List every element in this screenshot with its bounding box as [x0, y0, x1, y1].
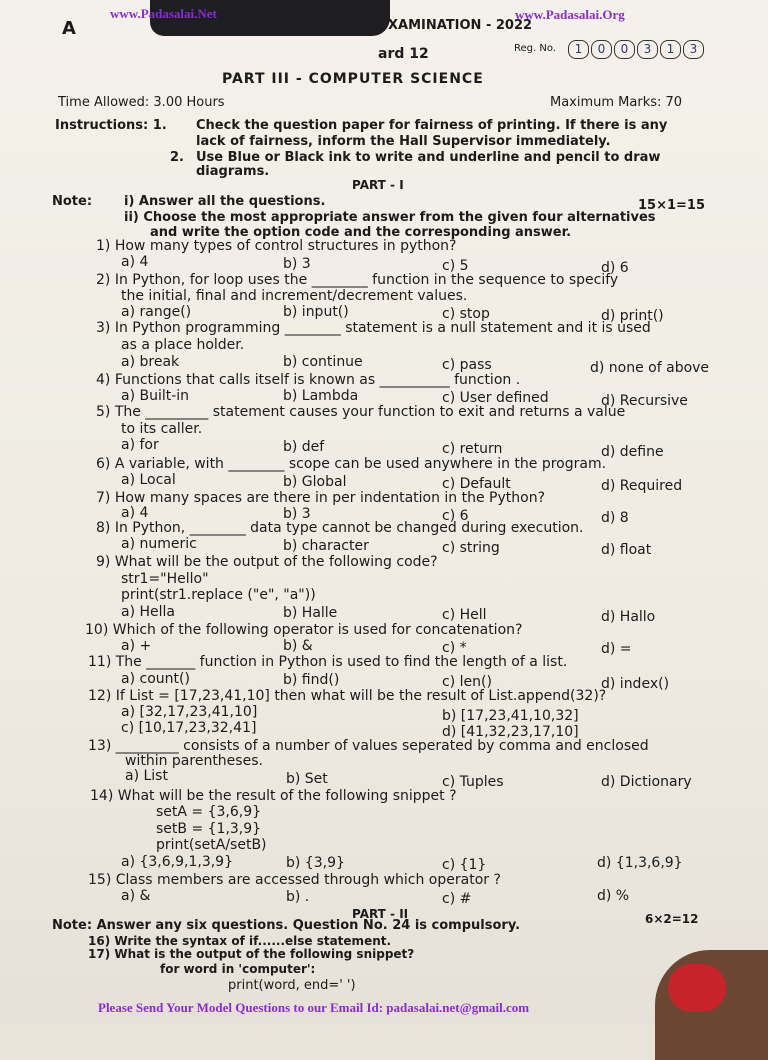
- fingernail: [668, 964, 726, 1012]
- question-11: 11) The _______ function in Python is used to find the length of a list.: [88, 654, 568, 670]
- q9-code-line-2: print(str1.replace ("e", "a")): [121, 587, 316, 603]
- question-14: 14) What will be the result of the following snippet ?: [90, 788, 457, 804]
- instruction-1b: lack of fairness, inform the Hall Supervisor immediately.: [196, 134, 611, 149]
- q9-option-a: a) Hella: [121, 604, 175, 620]
- question-15: 15) Class members are accessed through which operator ?: [88, 872, 501, 888]
- part2-marks: 6×2=12: [645, 912, 699, 926]
- question-6: 6) A variable, with ________ scope can be used anywhere in the program.: [96, 456, 607, 472]
- board-label: ard 12: [378, 46, 429, 62]
- series-letter: A: [62, 18, 76, 39]
- question-8: 8) In Python, ________ data type cannot be changed during execution.: [96, 520, 584, 536]
- q9-option-c: c) Hell: [442, 607, 487, 623]
- part1-title: PART - I: [352, 178, 404, 192]
- q4-option-a: a) Built-in: [121, 388, 190, 404]
- q14-code-line-1: setA = {3,6,9}: [156, 804, 262, 820]
- q3-option-a: a) break: [121, 354, 180, 370]
- q1-option-d: d) 6: [601, 260, 629, 276]
- q2-option-a: a) range(): [121, 304, 192, 320]
- q8-option-a: a) numeric: [121, 536, 197, 552]
- reg-digit: 1: [568, 40, 589, 59]
- instructions-label: Instructions: 1.: [55, 118, 167, 133]
- q2-option-d: d) print(): [601, 308, 664, 324]
- q7-option-b: b) 3: [283, 506, 311, 522]
- reg-label: Reg. No.: [514, 43, 556, 54]
- question-2: 2) In Python, for loop uses the ________ function in the sequence to specify: [96, 272, 619, 288]
- q11-option-d: d) index(): [601, 676, 670, 692]
- question-5-cont: to its caller.: [121, 421, 203, 437]
- q14-code-line-2: setB = {1,3,9}: [156, 821, 262, 837]
- q5-option-b: b) def: [283, 439, 325, 455]
- q11-option-b: b) find(): [283, 672, 340, 688]
- q8-option-c: c) string: [442, 540, 500, 556]
- q13-option-a: a) List: [125, 768, 168, 784]
- instruction-2a: Use Blue or Black ink to write and underline and pencil to draw: [196, 150, 661, 165]
- q14-option-d: d) {1,3,6,9}: [597, 855, 683, 871]
- q14-option-a: a) {3,6,9,1,3,9}: [121, 854, 233, 870]
- part2-note: Note: Answer any six questions. Question No. 24 is compulsory.: [52, 918, 521, 933]
- q8-option-d: d) float: [601, 542, 652, 558]
- instruction-1a: Check the question paper for fairness of printing. If there is any: [196, 118, 668, 133]
- q3-option-b: b) continue: [283, 354, 363, 370]
- q11-option-c: c) len(): [442, 674, 492, 690]
- question-5: 5) The _________ statement causes your function to exit and returns a value: [96, 404, 626, 420]
- paper-title: PART III - COMPUTER SCIENCE: [222, 71, 484, 87]
- question-7: 7) How many spaces are there in per indentation in the Python?: [96, 490, 546, 506]
- q14-option-c: c) {1}: [442, 857, 487, 873]
- q6-option-c: c) Default: [442, 476, 511, 492]
- q6-option-a: a) Local: [121, 472, 176, 488]
- q4-option-d: d) Recursive: [601, 393, 688, 409]
- q17-code-line-2: print(word, end=' '): [228, 978, 356, 993]
- q15-option-c: c) #: [442, 891, 472, 907]
- instruction-2-num: 2.: [170, 150, 184, 165]
- q5-option-a: a) for: [121, 437, 159, 453]
- time-allowed: Time Allowed: 3.00 Hours: [58, 95, 225, 110]
- q9-option-d: d) Hallo: [601, 609, 656, 625]
- part2-title: PART - II: [352, 907, 409, 921]
- reg-digit: 1: [660, 40, 681, 59]
- reg-digit: 3: [637, 40, 658, 59]
- q2-option-c: c) stop: [442, 306, 490, 322]
- question-2-cont: the initial, final and increment/decrement values.: [121, 288, 468, 304]
- instruction-2b: diagrams.: [196, 164, 270, 179]
- q12-option-d: d) [41,32,23,17,10]: [442, 724, 579, 740]
- q12-option-b: b) [17,23,41,10,32]: [442, 708, 579, 724]
- q15-option-a: a) &: [121, 888, 151, 904]
- watermark-left: www.Padasalai.Net: [110, 6, 217, 21]
- question-12: 12) If List = [17,23,41,10] then what will be the result of List.append(32)?: [88, 688, 607, 704]
- exam-title: XAMINATION - 2022: [388, 18, 533, 33]
- q8-option-b: b) character: [283, 538, 369, 554]
- q4-option-b: b) Lambda: [283, 388, 359, 404]
- watermark-right: www.Padasalai.Org: [515, 7, 625, 22]
- q12-option-c: c) [10,17,23,32,41]: [121, 720, 257, 736]
- q13-option-c: c) Tuples: [442, 774, 504, 790]
- q15-option-b: b) .: [286, 889, 310, 905]
- question-13: 13) _________ consists of a number of values seperated by comma and enclosed: [88, 738, 649, 754]
- q4-option-c: c) User defined: [442, 390, 549, 406]
- question-16: 16) Write the syntax of if......else statement.: [88, 934, 392, 948]
- part1-marks: 15×1=15: [638, 198, 706, 213]
- reg-digit: 0: [591, 40, 612, 59]
- q5-option-c: c) return: [442, 441, 503, 457]
- q14-code-line-3: print(setA/setB): [156, 837, 267, 853]
- q3-option-c: c) pass: [442, 357, 492, 373]
- q9-code-line-1: str1="Hello": [121, 571, 209, 587]
- q15-option-d: d) %: [597, 888, 630, 904]
- q10-option-c: c) *: [442, 640, 467, 656]
- part1-note-1: i) Answer all the questions.: [124, 194, 326, 209]
- q9-option-b: b) Halle: [283, 605, 338, 621]
- part1-note-2a: ii) Choose the most appropriate answer from the given four alternatives: [124, 210, 656, 225]
- q11-option-a: a) count(): [121, 671, 190, 687]
- q17-code-line-1: for word in 'computer':: [160, 962, 316, 976]
- part1-note-label: Note:: [52, 194, 93, 209]
- q7-option-c: c) 6: [442, 508, 469, 524]
- q13-option-d: d) Dictionary: [601, 774, 692, 790]
- q1-option-b: b) 3: [283, 256, 311, 272]
- question-17: 17) What is the output of the following snippet?: [88, 947, 415, 961]
- footer-watermark: Please Send Your Model Questions to our Email Id: padasalai.net@gmail.com: [98, 1000, 530, 1015]
- question-9: 9) What will be the output of the following code?: [96, 554, 438, 570]
- q10-option-a: a) +: [121, 638, 152, 654]
- q12-option-a: a) [32,17,23,41,10]: [121, 704, 258, 720]
- reg-number-boxes: [568, 40, 704, 59]
- q14-option-b: b) {3,9}: [286, 855, 345, 871]
- question-4: 4) Functions that calls itself is known as __________ function .: [96, 372, 521, 388]
- q1-option-a: a) 4: [121, 254, 149, 270]
- q10-option-b: b) &: [283, 638, 313, 654]
- reg-digit: 3: [683, 40, 704, 59]
- max-marks: Maximum Marks: 70: [550, 95, 683, 110]
- q7-option-a: a) 4: [121, 505, 149, 521]
- reg-digit: 0: [614, 40, 635, 59]
- question-3-cont: as a place holder.: [121, 337, 245, 353]
- q1-option-c: c) 5: [442, 258, 469, 274]
- q6-option-b: b) Global: [283, 474, 347, 490]
- question-3: 3) In Python programming ________ statement is a null statement and it is used: [96, 320, 651, 336]
- q5-option-d: d) define: [601, 444, 664, 460]
- question-1: 1) How many types of control structures in python?: [96, 238, 457, 254]
- question-13-cont: within parentheses.: [125, 753, 263, 769]
- q10-option-d: d) =: [601, 641, 632, 657]
- question-10: 10) Which of the following operator is used for concatenation?: [85, 622, 523, 638]
- q3-option-d: d) none of above: [590, 360, 710, 376]
- q2-option-b: b) input(): [283, 304, 349, 320]
- part1-note-2b: and write the option code and the corresponding answer.: [150, 225, 572, 240]
- q6-option-d: d) Required: [601, 478, 683, 494]
- q7-option-d: d) 8: [601, 510, 629, 526]
- q13-option-b: b) Set: [286, 771, 328, 787]
